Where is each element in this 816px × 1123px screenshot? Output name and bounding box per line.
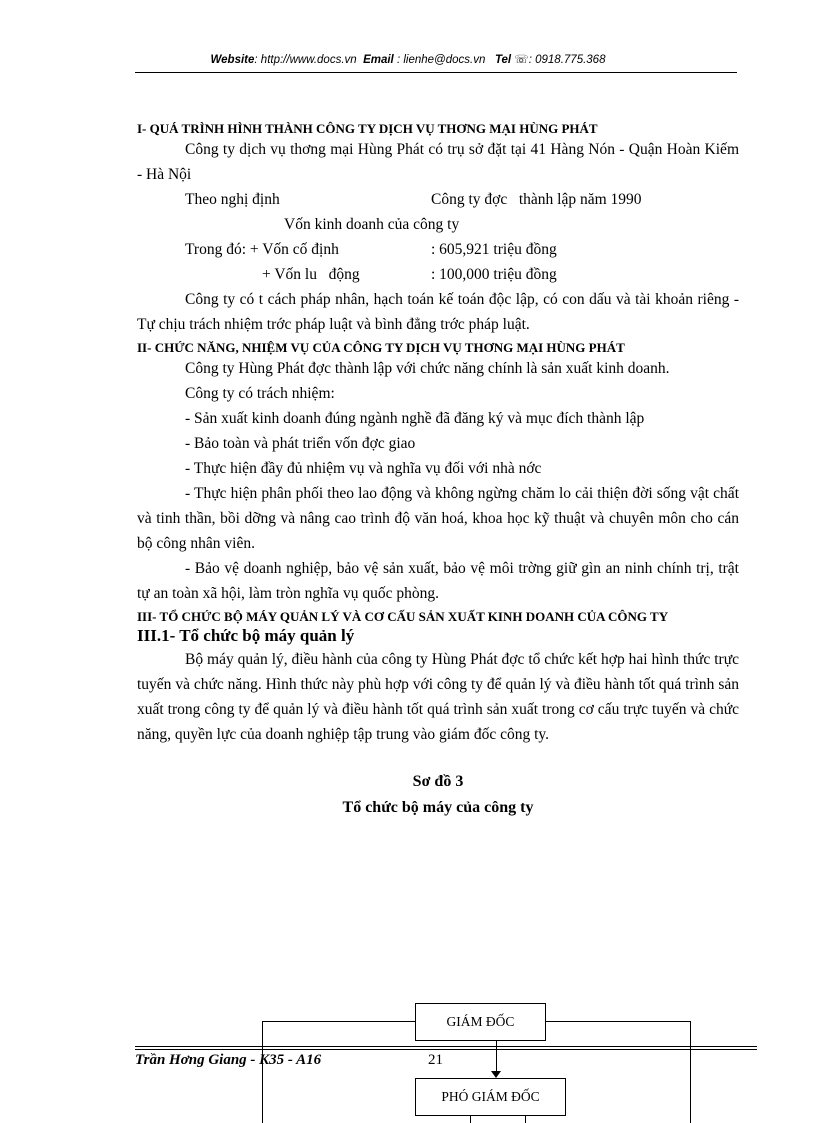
fixed-capital-row (137, 237, 739, 262)
capital-heading: Vốn kinh doanh của công ty (284, 216, 460, 233)
connector-center-vertical (496, 1039, 497, 1075)
footer-divider-2 (135, 1049, 757, 1050)
working-capital-label: + Vốn lu động (262, 266, 360, 283)
list-item: - Thực hiện phân phối theo lao động và không ngừng chăm lo cải thiện đời sống vật chất và tinh thần, bồi dỡng và nâng cao trình độ văn hoá, khoa học kỹ thuật và chuyên môn cho cán bộ công nhân viên. (137, 485, 739, 552)
deputy-director-label: PHÓ GIÁM ĐỐC (441, 1089, 540, 1104)
list-item: - Sản xuất kinh doanh đúng ngành nghề đã đăng ký và mục đích thành lập (185, 410, 645, 427)
section-3-subtitle: III.1- Tổ chức bộ máy quản lý (137, 626, 355, 645)
email-address[interactable]: : lienhe@docs.vn (396, 54, 486, 66)
section-1-title: I- QUÁ TRÌNH HÌNH THÀNH CÔNG TY DỊCH VỤ THƠNG MẠI HÙNG PHÁT (137, 121, 598, 136)
telephone-icon: ☏ (514, 54, 529, 66)
page-number: 21 (428, 1052, 443, 1068)
decree-text: Công ty đợc thành lập năm 1990 (431, 191, 642, 208)
connector-left-horizontal (262, 1021, 415, 1022)
director-label: GIÁM ĐỐC (446, 1014, 515, 1029)
connector-right-horizontal (545, 1021, 691, 1022)
email-label: Email (363, 54, 394, 66)
website-url[interactable]: : http://www.docs.vn (254, 54, 357, 66)
working-capital-value: : 100,000 triệu đồng (431, 266, 557, 283)
section-2-title: II- CHỨC NĂNG, NHIỆM VỤ CỦA CÔNG TY DỊCH VỤ THƠNG MẠI HÙNG PHÁT (137, 340, 625, 355)
arrow-down-icon (491, 1071, 501, 1078)
website-label: Website (210, 54, 255, 66)
section-1-paragraph-2: Công ty có t cách pháp nhân, hạch toán kế toán độc lập, có con dấu và tài khoản riêng - Tự chịu trách nhiệm trớc pháp luật và bình đẳng trớc pháp luật. (137, 291, 739, 333)
working-capital-row (137, 262, 739, 287)
section-2-paragraph-1: Công ty Hùng Phát đợc thành lập với chức năng chính là sản xuất kinh doanh. (185, 360, 670, 377)
connector-left-vertical (262, 1021, 263, 1123)
fixed-capital-value: : 605,921 triệu đồng (431, 241, 557, 258)
decree-row (137, 187, 739, 212)
director-box (415, 1003, 546, 1041)
diagram-title: Sơ đồ 3 (412, 773, 464, 790)
header-divider (135, 72, 737, 73)
page-header (0, 52, 816, 66)
section-1-paragraph-1: Công ty dịch vụ thơng mại Hùng Phát có trụ sở đặt tại 41 Hàng Nón - Quận Hoàn Kiếm - Hà Nội (137, 141, 739, 183)
list-item: - Bảo vệ doanh nghiệp, bảo vệ sản xuất, bảo vệ môi trờng giữ gìn an ninh chính trị, trật tự an toàn xã hội, làm tròn nghĩa vụ quốc phòng. (137, 560, 739, 602)
list-item: - Thực hiện đầy đủ nhiệm vụ và nghĩa vụ đối với nhà nớc (185, 460, 542, 477)
section-3-title: III- TỔ CHỨC BỘ MÁY QUẢN LÝ VÀ CƠ CẤU SẢN XUẤT KINH DOANH CỦA CÔNG TY (137, 609, 669, 624)
list-item: - Bảo toàn và phát triển vốn đợc giao (185, 435, 416, 452)
section-2-paragraph-2: Công ty có trách nhiệm: (185, 385, 335, 402)
section-3-paragraph-1: Bộ máy quản lý, điều hành của công ty Hùng Phát đợc tổ chức kết hợp hai hình thức trực tuyến và chức năng. Hình thức này phù hợp với công ty để quản lý và điều hành tốt quá trình sản xuất trong công ty để quản lý và điều hành tốt quá trình sản xuất trong cơ cấu trực tuyến và chức năng, quyền lực của doanh nghiệp tập trung vào giám đốc công ty. (137, 651, 739, 743)
document-body (137, 118, 739, 821)
tel-label: Tel (494, 54, 512, 66)
tel-number: : 0918.775.368 (528, 54, 606, 66)
footer-author: Trần Hơng Giang - K35 - A16 (135, 1052, 322, 1068)
deputy-director-box (415, 1078, 566, 1116)
fixed-capital-label: Trong đó: + Vốn cố định (185, 241, 339, 258)
diagram-subtitle: Tổ chức bộ máy của công ty (342, 799, 534, 816)
footer-divider-1 (135, 1046, 757, 1047)
decree-label: Theo nghị định (185, 191, 280, 208)
connector-right-vertical (690, 1021, 691, 1123)
